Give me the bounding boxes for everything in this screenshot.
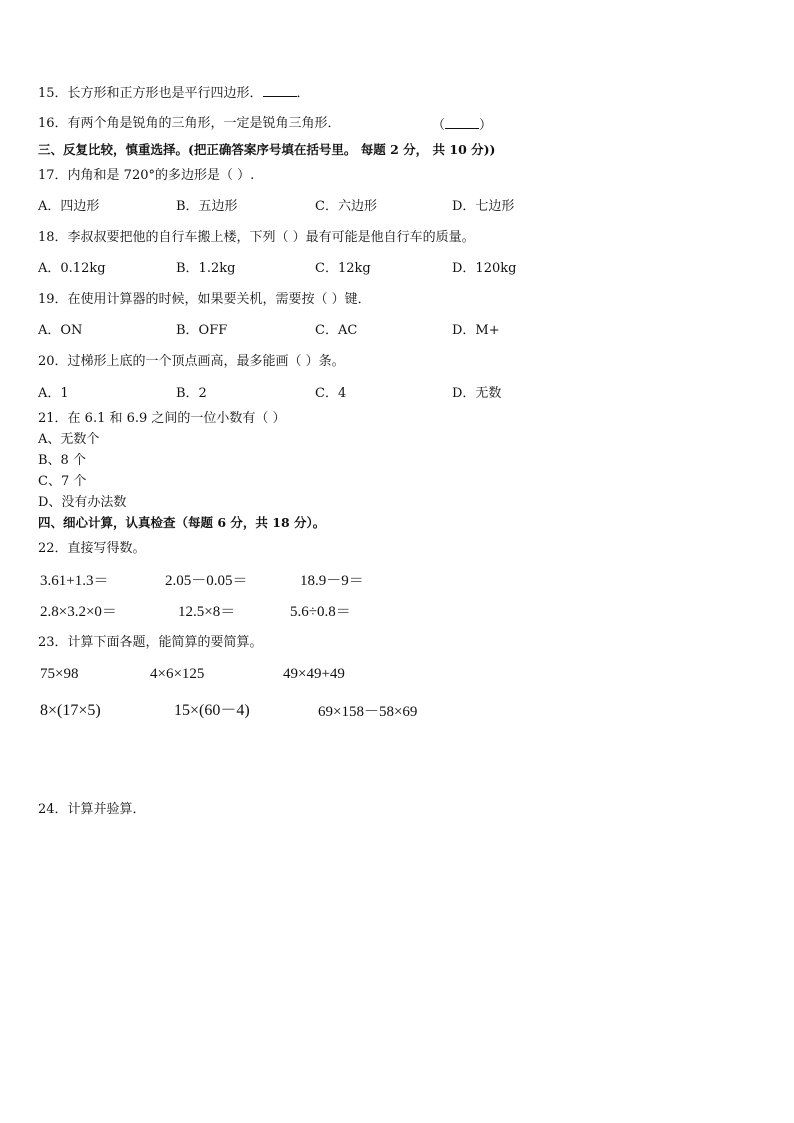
q23-expr-3: 49×49+49 — [283, 666, 345, 682]
q22-expr-3: 18.9－9＝ — [300, 573, 364, 589]
q21-option-b[interactable]: B、8 个 — [38, 453, 86, 468]
question-15 — [38, 84, 310, 102]
q21-option-c[interactable]: C、7 个 — [38, 474, 87, 489]
q19-option-c[interactable]: C．AC — [315, 323, 358, 338]
question-22-text: 22．直接写得数。 — [38, 541, 146, 556]
question-20-text: 20．过梯形上底的一个顶点画高，最多能画（ ）条。 — [38, 354, 345, 369]
question-17-text: 17．内角和是 720°的多边形是（ ）. — [38, 168, 255, 183]
q18-option-b[interactable]: B．1.2kg — [176, 261, 236, 276]
q23-expr-1: 75×98 — [40, 666, 79, 682]
q22-expr-4: 2.8×3.2×0＝ — [40, 604, 117, 620]
q23-expr-6: 69×158－58×69 — [318, 704, 418, 720]
q23-expr-4: 8×(17×5) — [40, 702, 101, 719]
q22-expr-6: 5.6÷0.8＝ — [290, 604, 351, 620]
q20-option-c[interactable]: C．4 — [315, 386, 347, 401]
question-24-text: 24．计算并验算． — [38, 802, 146, 817]
q20-option-d[interactable]: D．无数 — [452, 386, 502, 401]
answer-blank-16[interactable] — [445, 116, 479, 129]
q22-expr-2: 2.05－0.05＝ — [165, 573, 248, 589]
q23-expr-5: 15×(60－4) — [174, 702, 250, 719]
q17-option-a[interactable]: A．四边形 — [38, 199, 100, 214]
q19-option-a[interactable]: A．ON — [38, 323, 83, 338]
paren-open: （ — [432, 118, 446, 133]
paren-close: ） — [479, 118, 493, 133]
section-3-heading: 三、反复比较，慎重选择。(把正确答案序号填在括号里。 每题 2 分， 共 10 分)) — [38, 142, 496, 157]
question-15-text: 15．长方形和正方形也是平行四边形． — [38, 86, 263, 101]
q20-option-a[interactable]: A．1 — [38, 386, 69, 401]
q22-expr-5: 12.5×8＝ — [178, 604, 236, 620]
q19-option-d[interactable]: D．M+ — [452, 323, 500, 338]
q18-option-d[interactable]: D．120kg — [452, 261, 517, 276]
q17-option-c[interactable]: C．六边形 — [315, 199, 377, 214]
question-21-text: 21．在 6.1 和 6.9 之间的一位小数有（ ） — [38, 411, 286, 426]
q18-option-a[interactable]: A．0.12kg — [38, 261, 106, 276]
q18-option-c[interactable]: C．12kg — [315, 261, 371, 276]
q17-option-d[interactable]: D．七边形 — [452, 199, 515, 214]
q21-option-d[interactable]: D、没有办法数 — [38, 495, 127, 510]
q17-option-b[interactable]: B．五边形 — [176, 199, 238, 214]
q23-expr-2: 4×6×125 — [150, 666, 205, 682]
q20-option-b[interactable]: B．2 — [176, 386, 207, 401]
question-15-tail: ． — [296, 86, 310, 101]
question-19-text: 19．在使用计算器的时候，如果要关机，需要按（ ）键． — [38, 292, 371, 307]
q21-option-a[interactable]: A、无数个 — [38, 432, 100, 447]
question-16 — [38, 116, 341, 132]
q22-expr-1: 3.61+1.3＝ — [40, 573, 109, 589]
question-16-text: 16．有两个角是锐角的三角形，一定是锐角三角形． — [38, 116, 341, 131]
answer-paren-16[interactable] — [432, 116, 492, 134]
question-23-text: 23．计算下面各题，能简算的要简算。 — [38, 635, 263, 650]
answer-blank-15[interactable] — [263, 84, 297, 97]
q19-option-b[interactable]: B．OFF — [176, 323, 228, 338]
section-4-heading: 四、细心计算，认真检查（每题 6 分，共 18 分）。 — [38, 515, 326, 530]
question-18-text: 18．李叔叔要把他的自行车搬上楼，下列（ ）最有可能是他自行车的质量。 — [38, 230, 475, 245]
